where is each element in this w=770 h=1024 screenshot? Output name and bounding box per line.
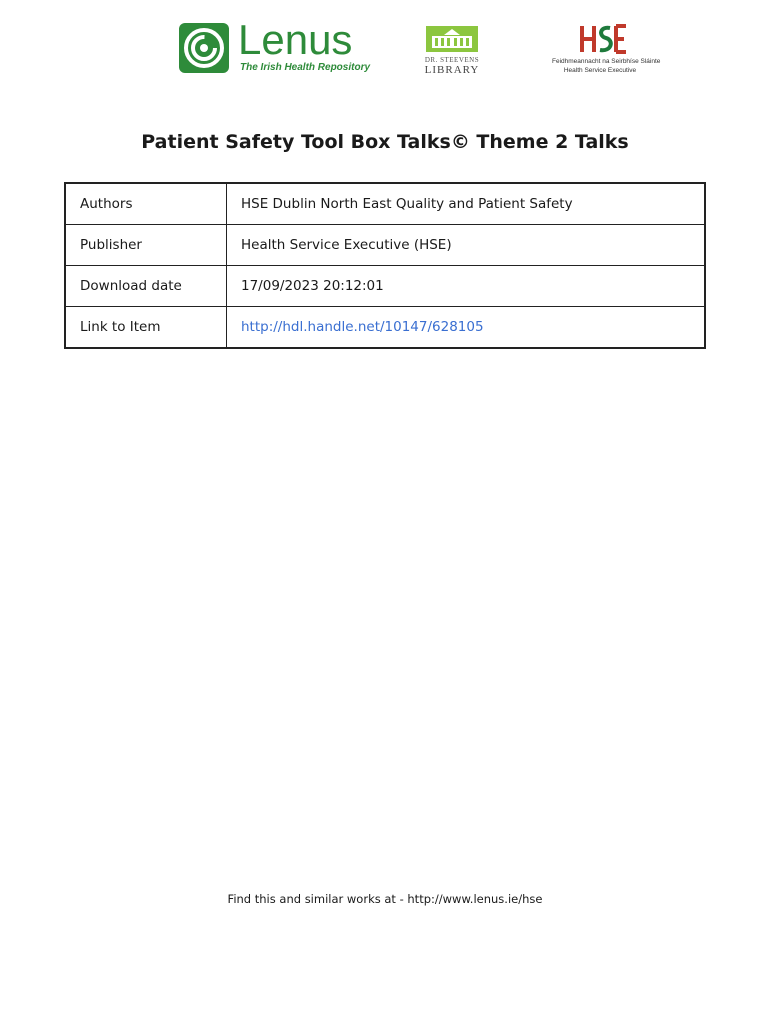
download-date-value: 17/09/2023 20:12:01	[227, 266, 706, 307]
header-logos	[0, 0, 770, 110]
library-name-line1: DR. STEEVENS	[424, 56, 480, 64]
authors-label: Authors	[65, 183, 227, 225]
lenus-wordmark: Lenus	[238, 16, 353, 63]
authors-value: HSE Dublin North East Quality and Patient Safety	[227, 183, 706, 225]
library-logo[interactable]	[424, 24, 480, 76]
publisher-label: Publisher	[65, 225, 227, 266]
hse-english-name: Health Service Executive	[563, 67, 637, 74]
footer-text: Find this and similar works at - http://www.lenus.ie/hse	[227, 892, 543, 906]
publisher-value: Health Service Executive (HSE)	[227, 225, 706, 266]
table-row	[65, 266, 705, 307]
link-to-item-label: Link to Item	[65, 307, 227, 349]
lenus-tagline: The Irish Health Repository	[240, 62, 371, 73]
lenus-logo[interactable]	[178, 16, 371, 78]
download-date-label: Download date	[65, 266, 227, 307]
lenus-spiral-icon	[178, 22, 230, 74]
library-building-icon	[424, 24, 480, 54]
table-row	[65, 225, 705, 266]
link-to-item-cell	[227, 307, 706, 349]
library-name-line2: LIBRARY	[424, 64, 480, 76]
table-row	[65, 183, 705, 225]
table-row	[65, 307, 705, 349]
hse-mark-icon	[552, 22, 648, 56]
hse-irish-name: Feidhmeannacht na Seirbhíse Sláinte	[552, 58, 661, 65]
hse-logo[interactable]	[552, 22, 661, 78]
metadata-table	[64, 182, 706, 349]
item-handle-link[interactable]: http://hdl.handle.net/10147/628105	[241, 319, 484, 335]
document-title: Patient Safety Tool Box Talks© Theme 2 Talks	[141, 131, 629, 153]
